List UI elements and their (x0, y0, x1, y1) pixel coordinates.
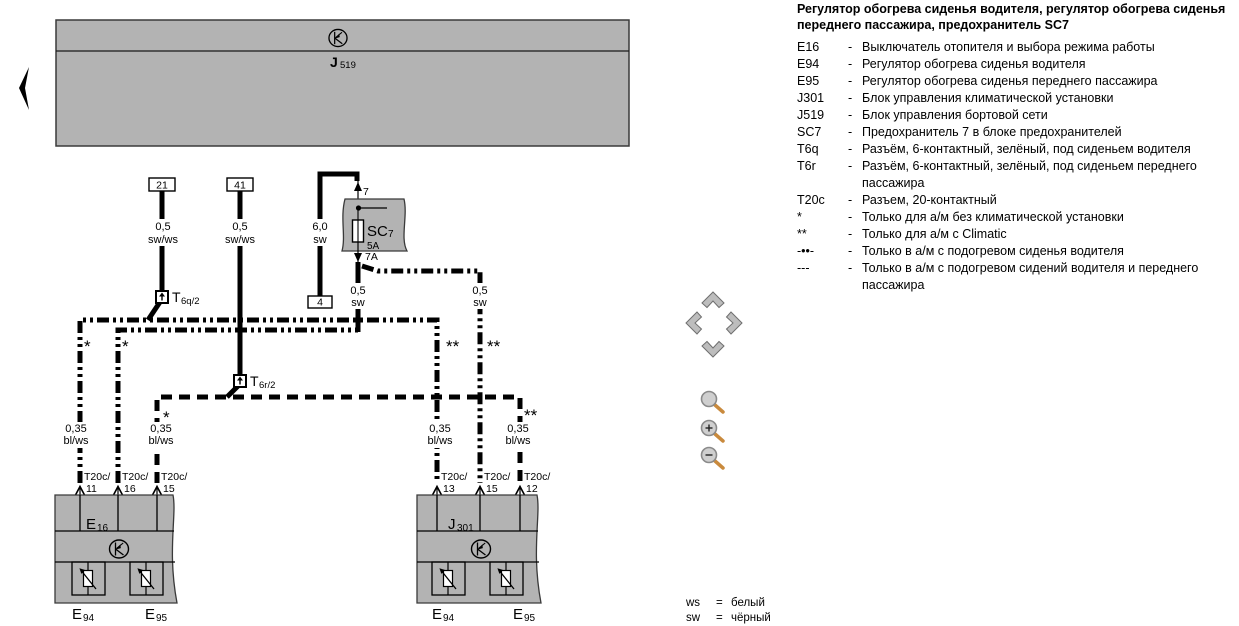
svg-text:13: 13 (443, 483, 455, 495)
component-j301 (417, 495, 541, 624)
legend-entry-dash: - (848, 108, 853, 122)
svg-text:*: * (84, 337, 91, 356)
legend-panel (797, 2, 1239, 294)
color-key-row (686, 596, 771, 611)
svg-text:T20c/: T20c/ (441, 471, 468, 483)
legend-entry-dash: - (848, 57, 853, 71)
legend-entry-dash: - (848, 261, 853, 275)
legend-entry-desc: Выключатель отопителя и выбора режима работы (862, 40, 1155, 54)
svg-text:6,0: 6,0 (312, 221, 328, 233)
svg-text:sw: sw (351, 297, 365, 309)
legend-entry-code: J519 (797, 108, 825, 122)
legend-entry (797, 39, 1239, 56)
legend-entry-code: * (797, 210, 802, 224)
svg-text:bl/ws: bl/ws (63, 435, 89, 447)
legend-entry (797, 260, 1239, 294)
legend-entry-code: T6r (797, 159, 816, 173)
color-eq: = (716, 612, 723, 624)
color-key-row (686, 611, 771, 626)
legend-entry-dash: - (848, 193, 853, 207)
zoom-out-button[interactable] (702, 448, 724, 469)
wire-color-key (686, 596, 771, 626)
svg-text:0,5: 0,5 (472, 285, 488, 297)
svg-text:0,35: 0,35 (507, 423, 529, 435)
legend-entry-desc: Блок управления климатической установки (862, 91, 1114, 105)
legend-entry-code: --- (797, 261, 810, 275)
svg-text:0,5: 0,5 (232, 221, 248, 233)
svg-text:6r/2: 6r/2 (259, 380, 276, 391)
legend-entry-desc: Блок управления бортовой сети (862, 108, 1048, 122)
svg-text:11: 11 (86, 483, 97, 495)
diagram-title: Регулятор обогрева сиденья водителя, регулятор обогрева сиденья переднего пассажира, предохранитель SC7 (797, 2, 1226, 32)
legend-entry-dash: - (848, 91, 853, 105)
fuse-pin-7a: 7A (365, 251, 378, 263)
legend-entry-code: J301 (797, 91, 825, 105)
j519-label: J (330, 54, 338, 70)
zoom-in-button[interactable] (702, 421, 724, 442)
fuse-sc7 (342, 180, 407, 263)
j301-label-sub: 301 (457, 523, 474, 534)
svg-text:21: 21 (156, 179, 168, 192)
e95-label-sub: 95 (524, 613, 536, 624)
legend-entry (797, 124, 1239, 141)
j301-label: J (448, 516, 456, 533)
previous-page-arrow[interactable] (19, 67, 29, 110)
svg-text:*: * (163, 408, 170, 427)
svg-text:T: T (172, 289, 181, 305)
legend-entry-desc: Только для а/м с Climatic (862, 227, 1007, 241)
svg-text:0,5: 0,5 (155, 221, 171, 233)
svg-text:4: 4 (317, 296, 323, 309)
legend-entry-desc: Разъём, 6-контактный, зелёный, под сиденьем переднего пассажира (862, 159, 1197, 190)
wires-solid (148, 174, 358, 397)
svg-text:16: 16 (124, 483, 136, 495)
legend-entry (797, 141, 1239, 158)
e94-label: E (72, 606, 83, 623)
legend-entry (797, 107, 1239, 124)
j519-label-sub: 519 (340, 60, 356, 71)
e95-label: E (145, 606, 156, 623)
svg-text:T20c/: T20c/ (524, 471, 551, 483)
pan-left-button[interactable] (686, 312, 702, 334)
e94-label-sub: 94 (83, 613, 95, 624)
svg-text:T: T (250, 373, 259, 389)
fuse-pin-7: 7 (363, 186, 369, 198)
e16-label-sub: 16 (97, 523, 109, 534)
legend-entry-dash: - (848, 74, 853, 88)
svg-text:15: 15 (486, 483, 498, 495)
pan-right-button[interactable] (727, 312, 743, 334)
color-name: чёрный (731, 612, 771, 624)
legend-entry-desc: Регулятор обогрева сиденья водителя (862, 57, 1086, 71)
connector-t6r (234, 373, 275, 391)
e94-label-sub: 94 (443, 613, 455, 624)
component-j519 (56, 20, 629, 146)
legend-entry-code: T20c (797, 193, 825, 207)
color-code: sw (686, 612, 701, 624)
svg-text:*: * (122, 337, 129, 356)
svg-text:bl/ws: bl/ws (148, 435, 174, 447)
legend-entry-code: SC7 (797, 125, 822, 139)
legend-entry-code: E16 (797, 40, 820, 54)
e95-label: E (513, 606, 524, 623)
svg-text:41: 41 (234, 179, 246, 192)
svg-text:bl/ws: bl/ws (505, 435, 531, 447)
component-e16 (55, 495, 177, 624)
legend-entry (797, 209, 1239, 226)
svg-text:**: ** (524, 406, 538, 425)
terminal-21 (149, 178, 175, 192)
legend-entry-code: ** (797, 227, 807, 241)
legend-entry-dash: - (848, 244, 853, 258)
legend-entry (797, 56, 1239, 73)
legend-entry (797, 192, 1239, 209)
wires-dashdot (80, 266, 480, 483)
legend-entry-desc: Предохранитель 7 в блоке предохранителей (862, 125, 1122, 139)
svg-text:15: 15 (163, 483, 175, 495)
legend-entry-code: -••- (797, 244, 815, 258)
legend-entry (797, 226, 1239, 243)
svg-text:sw: sw (473, 297, 487, 309)
legend-entry-desc: Разъём, 6-контактный, зелёный, под сиденьем водителя (862, 142, 1191, 156)
legend-entry-code: T6q (797, 142, 819, 156)
legend-entry-dash: - (848, 210, 853, 224)
e94-label: E (432, 606, 443, 623)
legend-entry-desc: Только в а/м с подогревом сидений водителя и переднего пассажира (862, 261, 1199, 292)
legend-entry-dash: - (848, 159, 853, 173)
legend-entry-dash: - (848, 40, 853, 54)
legend-entry (797, 158, 1239, 192)
svg-text:T20c/: T20c/ (484, 471, 511, 483)
svg-text:sw/ws: sw/ws (225, 234, 255, 246)
legend-entry-dash: - (848, 227, 853, 241)
legend-entry-desc: Регулятор обогрева сиденья переднего пассажира (862, 74, 1158, 88)
svg-text:**: ** (446, 337, 460, 356)
terminal-41 (227, 178, 253, 192)
legend-entry-desc: Разъем, 20-контактный (862, 193, 997, 207)
e95-label-sub: 95 (156, 613, 168, 624)
wire-labels (60, 219, 535, 448)
color-name: белый (731, 597, 765, 609)
e16-label: E (86, 516, 97, 533)
svg-text:T20c/: T20c/ (122, 471, 149, 483)
color-code: ws (686, 597, 701, 609)
svg-text:T20c/: T20c/ (84, 471, 111, 483)
legend-entry (797, 243, 1239, 260)
svg-text:0,5: 0,5 (350, 285, 366, 297)
pan-up-button[interactable] (702, 292, 724, 308)
svg-text:**: ** (487, 337, 501, 356)
svg-text:0,35: 0,35 (429, 423, 451, 435)
legend-entry-desc: Только для а/м без климатической установки (862, 210, 1124, 224)
svg-text:12: 12 (526, 483, 538, 495)
pan-zoom-controls (686, 292, 742, 468)
legend-entries (797, 39, 1239, 294)
svg-text:T20c/: T20c/ (161, 471, 188, 483)
svg-text:0,35: 0,35 (150, 423, 172, 435)
fuse-label-sub: 7 (388, 229, 394, 240)
svg-text:6q/2: 6q/2 (181, 296, 200, 307)
legend-entry-code: E94 (797, 57, 820, 71)
legend-entry (797, 73, 1239, 90)
option-markers (84, 337, 538, 427)
svg-text:sw/ws: sw/ws (148, 234, 178, 246)
terminal-4 (308, 296, 332, 309)
svg-text:0,35: 0,35 (65, 423, 87, 435)
pin-labels (76, 471, 551, 496)
legend-entry-dash: - (848, 142, 853, 156)
legend-entry-desc: Только в а/м с подогревом сиденья водителя (862, 244, 1124, 258)
fuse-label: SC (367, 223, 388, 240)
fuse-rating: 5A (367, 241, 380, 252)
connector-t6q (156, 289, 200, 307)
color-eq: = (716, 597, 723, 609)
pan-down-button[interactable] (702, 342, 724, 358)
svg-text:bl/ws: bl/ws (427, 435, 453, 447)
zoom-reset-button[interactable] (702, 392, 724, 413)
legend-entry (797, 90, 1239, 107)
legend-entry-dash: - (848, 125, 853, 139)
svg-text:sw: sw (313, 234, 327, 246)
legend-entry-code: E95 (797, 74, 820, 88)
